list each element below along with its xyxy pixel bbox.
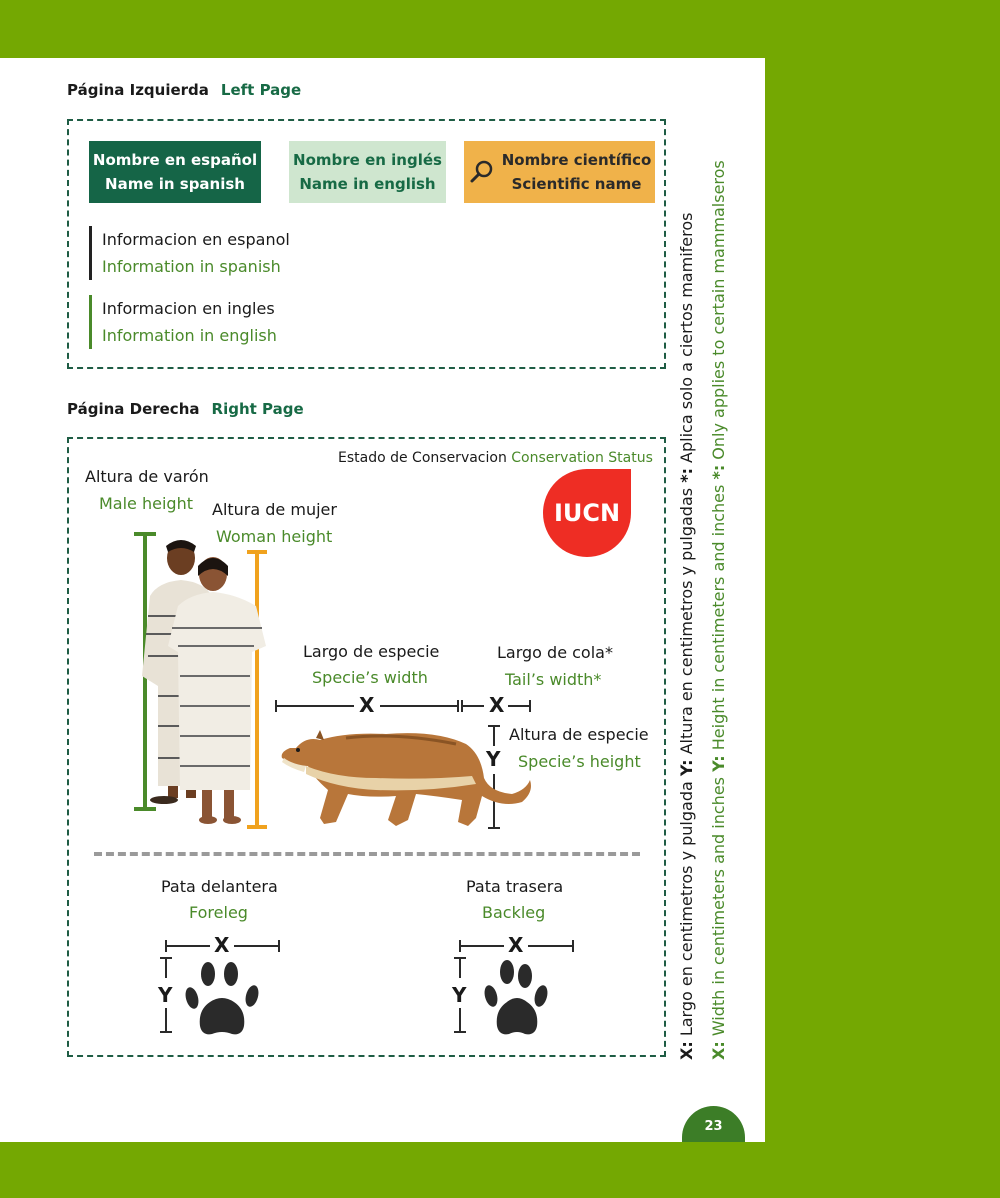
note-en-y: Y: [709,755,728,772]
note-es-star: *: [677,468,696,483]
info-en-line2: Information in english [102,326,277,345]
tag-es-line2: Name in spanish [105,175,245,193]
note-en-y-text: Height in centimeters and inches [709,479,728,756]
puma-figure [276,718,534,830]
species-height-y: Y [486,747,501,771]
name-spanish-tag [89,141,261,203]
paw-print-icon [182,958,262,1038]
info-es-line1: Informacion en espanol [102,230,290,249]
side-note-spanish [677,213,696,1060]
paw-print-icon [477,958,557,1038]
section-divider [94,852,640,856]
foreleg-es: Pata delantera [161,877,278,896]
male-height-es: Altura de varón [85,467,209,486]
note-es-y-text: Altura en centimetros y pulgadas [677,482,696,760]
page-number: 23 [682,1106,745,1142]
backleg-x: X [508,933,524,957]
scientific-name-tag [464,141,655,203]
species-length-x: X [359,693,375,717]
right-page-label-es: Página Derecha [67,400,200,418]
note-es-x-text: Largo en centimetros y pulgada [677,776,696,1042]
woman-height-es: Altura de mujer [212,500,337,519]
conservation-en: Conservation Status [511,450,653,466]
name-english-tag [289,141,446,203]
tail-length-x: X [489,693,505,717]
side-note-english [709,160,728,1060]
tag-en-line2: Name in english [299,175,436,193]
tail-length-es: Largo de cola* [497,643,613,662]
conservation-es: Estado de Conservacion [338,450,507,466]
backleg-y: Y [452,983,467,1007]
info-spanish-block [89,226,290,280]
left-page-label-en: Left Page [220,81,302,99]
backleg-es: Pata trasera [466,877,564,896]
right-page-heading [67,400,304,418]
right-page-label-en: Right Page [211,400,304,418]
tag-en-line1: Nombre en inglés [293,151,442,169]
note-es-y: Y: [677,759,696,777]
conservation-status-label [338,450,653,466]
tag-es-line1: Nombre en español [92,151,258,169]
iucn-badge: IUCN [543,469,631,557]
note-es-star-text: Aplica solo a ciertos mamiferos [677,212,696,469]
left-page-heading [67,81,301,99]
tag-sci-line2: Scientific name [511,175,642,193]
backleg-en: Backleg [482,903,546,922]
species-height-en: Specie’s height [518,752,641,771]
tail-length-en: Tail’s width* [505,670,602,689]
foreleg-en: Foreleg [189,903,248,922]
note-es-x: X: [677,1041,696,1060]
note-en-star-text: Only applies to certain mammalseros [709,160,728,465]
foreleg-y: Y [158,983,173,1007]
species-length-es: Largo de especie [303,642,440,661]
foreleg-x: X [214,933,230,957]
woman-height-en: Woman height [216,527,333,546]
male-height-en: Male height [99,494,193,513]
magnifier-icon [468,158,496,186]
left-page-label-es: Página Izquierda [67,81,209,99]
species-length-en: Specie’s width [312,668,428,687]
note-en-x: X: [709,1041,728,1060]
info-es-line2: Information in spanish [102,257,281,276]
tag-sci-line1: Nombre científico [501,151,652,169]
species-height-es: Altura de especie [509,725,649,744]
info-en-line1: Informacion en ingles [102,299,275,318]
info-english-block [89,295,277,349]
note-en-star: *: [709,464,728,480]
people-figure [128,536,270,828]
note-en-x-text: Width in centimeters and inches [709,771,728,1042]
